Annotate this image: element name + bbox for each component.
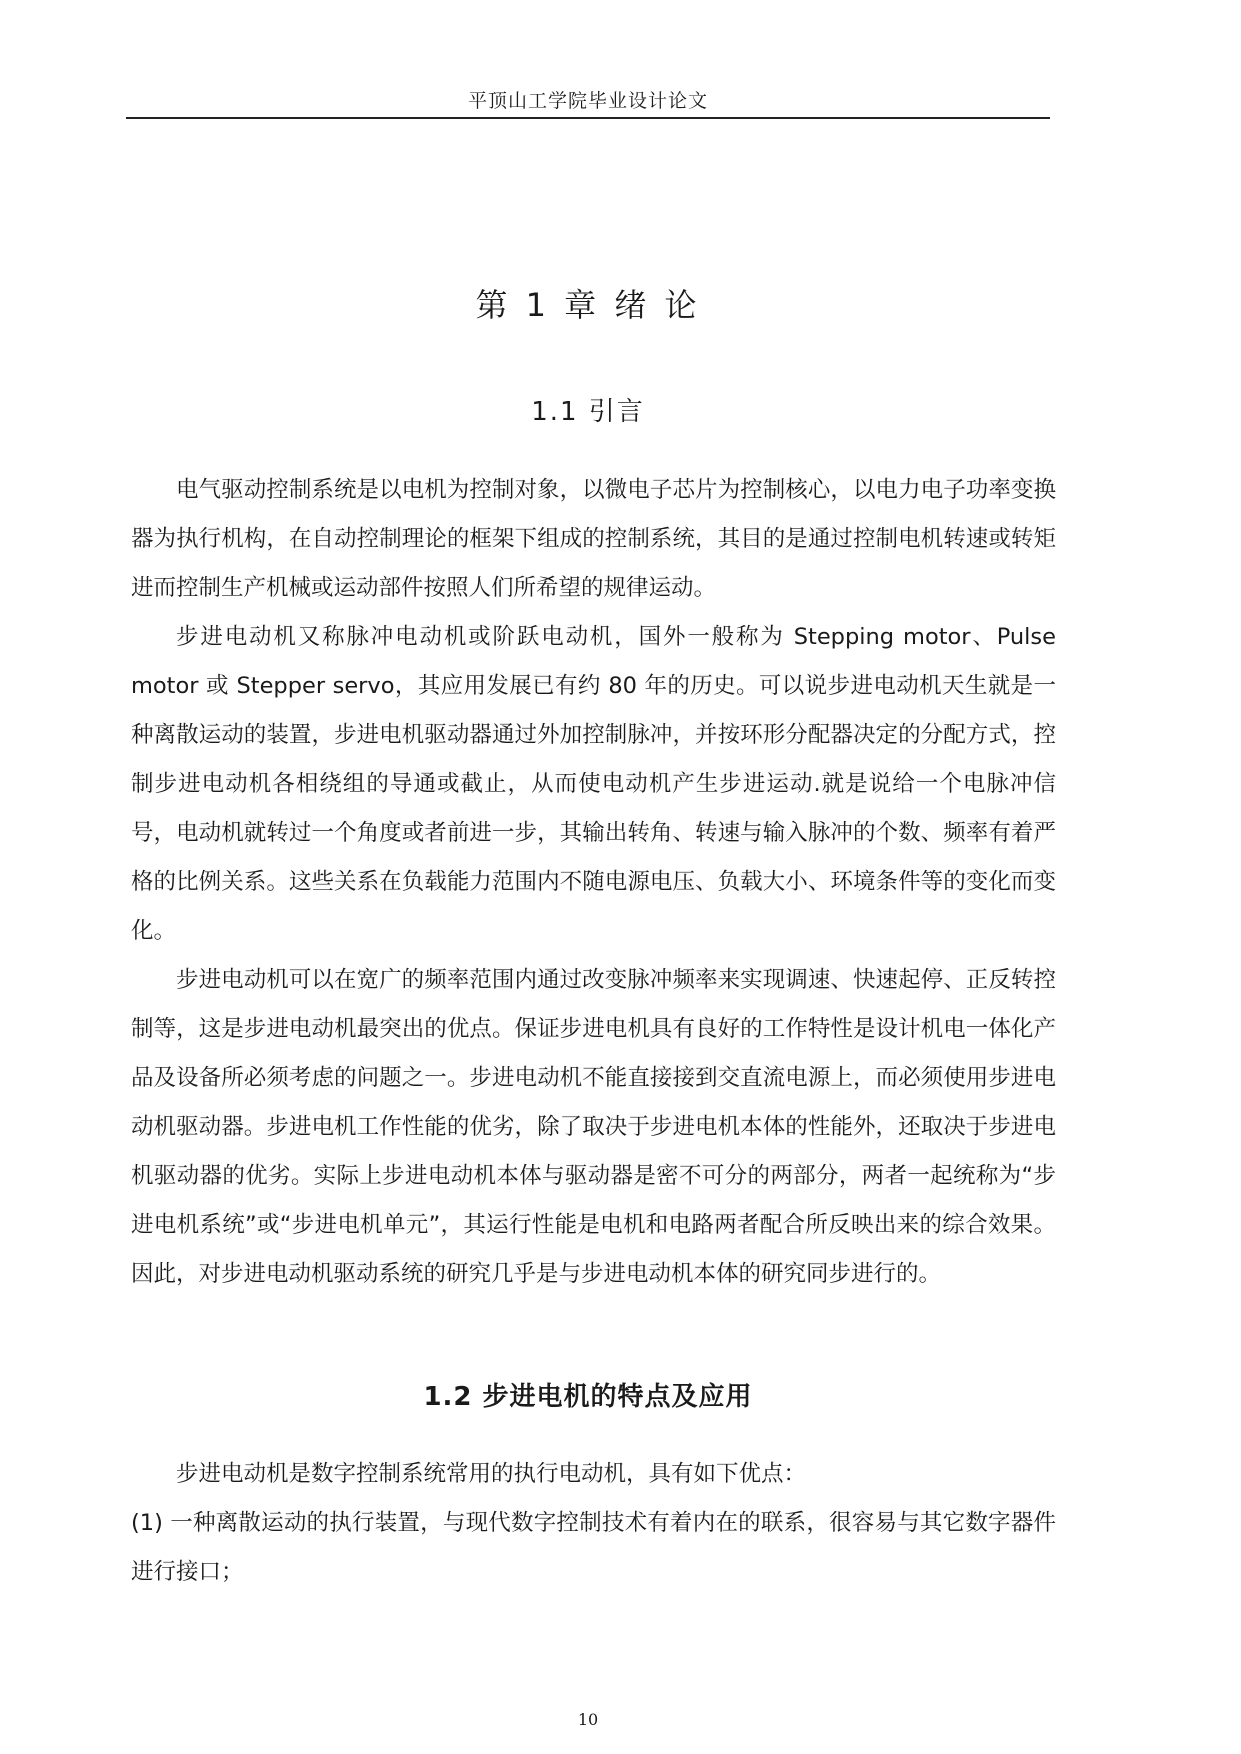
section-1-2-body	[131, 1450, 1056, 1597]
header-rule	[126, 117, 1050, 119]
section-title-1-2: 1.2 步进电机的特点及应用	[423, 1382, 753, 1412]
paragraph: 步进电动机又称脉冲电动机或阶跃电动机，国外一般称为 Stepping motor、Pulse motor 或 Stepper servo，其应用发展已有约 80 年的历史。可以说步进电动机天生就是一种离散运动的装置，步进电机驱动器通过外加控制脉冲，并按环形分配器决定的分配方式，控制步进电动机各相绕组的导通或截止，从而使电动机产生步进运动.就是说给一个电脉冲信号，电动机就转过一个角度或者前进一步，其输出转角、转速与输入脉冲的个数、频率有着严格的比例关系。这些关系在负载能力范围内不随电源电压、负载大小、环境条件等的变化而变化。	[131, 624, 1056, 944]
section-title-1-1: 1.1 引言	[531, 397, 645, 427]
page-number: 10	[577, 1710, 599, 1729]
running-header: 平顶山工学院毕业设计论文	[467, 90, 708, 112]
section-1-1-body	[131, 466, 1056, 1299]
chapter-title: 第 1 章 绪 论	[475, 286, 701, 324]
paragraph: 电气驱动控制系统是以电机为控制对象，以微电子芯片为控制核心，以电力电子功率变换器为执行机构，在自动控制理论的框架下组成的控制系统，其目的是通过控制电机转速或转矩进而控制生产机械或运动部件按照人们所希望的规律运动。	[131, 477, 1056, 601]
list-item: (1) 一种离散运动的执行装置，与现代数字控制技术有着内在的联系，很容易与其它数字器件进行接口；	[131, 1510, 1056, 1585]
paragraph: 步进电动机是数字控制系统常用的执行电动机，具有如下优点：	[176, 1461, 807, 1487]
paragraph: 步进电动机可以在宽广的频率范围内通过改变脉冲频率来实现调速、快速起停、正反转控制等，这是步进电动机最突出的优点。保证步进电机具有良好的工作特性是设计机电一体化产品及设备所必须考虑的问题之一。步进电动机不能直接接到交直流电源上，而必须使用步进电动机驱动器。步进电机工作性能的优劣，除了取决于步进电机本体的性能外，还取决于步进电机驱动器的优劣。实际上步进电动机本体与驱动器是密不可分的两部分，两者一起统称为“步进电机系统”或“步进电机单元”，其运行性能是电机和电路两者配合所反映出来的综合效果。因此，对步进电动机驱动系统的研究几乎是与步进电动机本体的研究同步进行的。	[131, 967, 1056, 1287]
